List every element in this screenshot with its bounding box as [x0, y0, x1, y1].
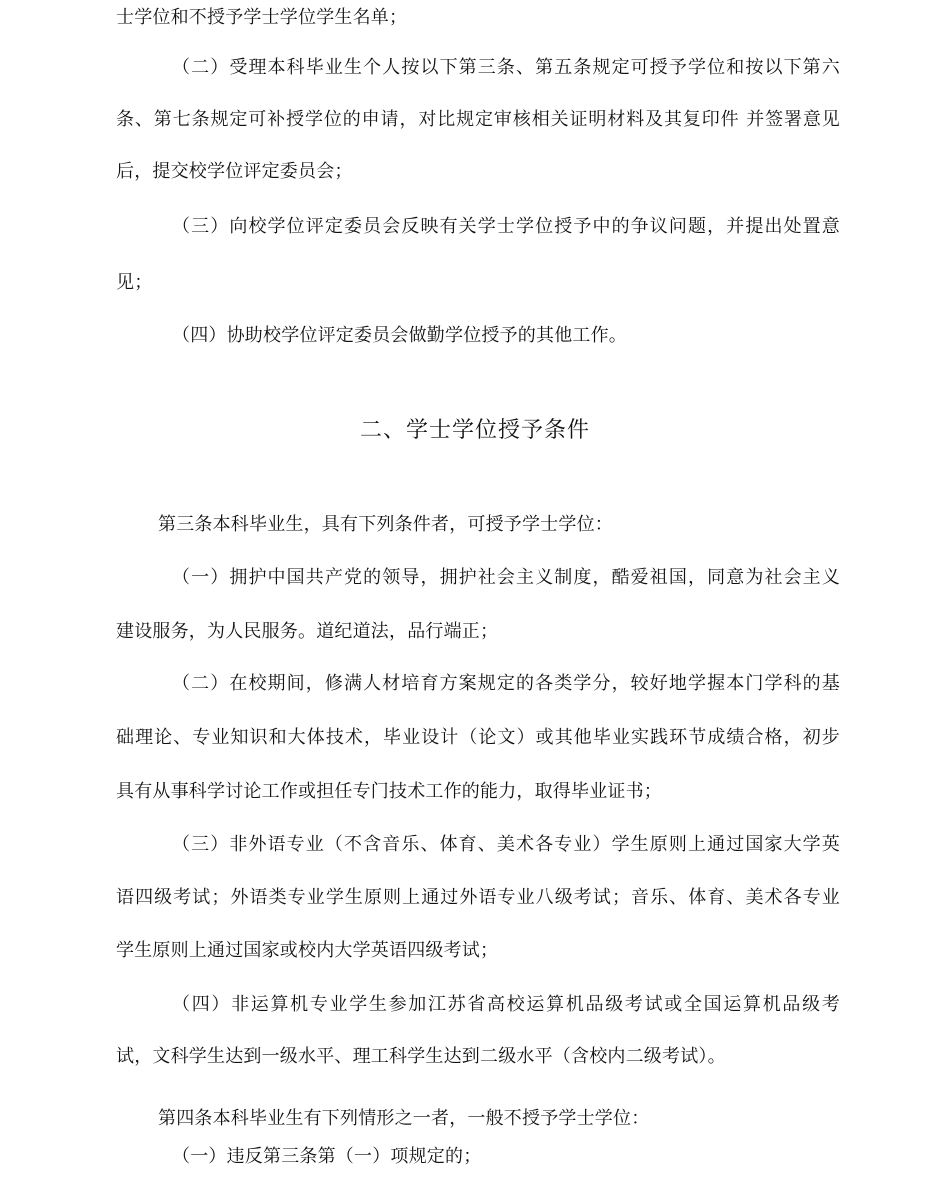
text-line: （二）在校期间，修满人材培育方案规定的各类学分，较好地学握本门学科的基 [172, 673, 840, 694]
text-line: 士学位和不授予学士学位学生名单； [116, 7, 408, 28]
text-line: 试，文科学生达到一级水平、理工科学生达到二级水平（含校内二级考试）。 [116, 1046, 726, 1067]
text-line: 学生原则上通过国家或校内大学英语四级考试； [116, 940, 499, 961]
text-line: 具有从事科学讨论工作或担任专门技术工作的能力，取得毕业证书； [116, 781, 662, 802]
text-line: （四）非运算机专业学生参加江苏省高校运算机品级考试或全国运算机品级考 [172, 994, 840, 1015]
text-line: （三）非外语专业（不含音乐、体育、美术各专业）学生原则上通过国家大学英 [172, 834, 840, 855]
text-line: 条、第七条规定可补授学位的申请，对比规定审核相关证明材料及其复印件 并签署意见 [116, 109, 840, 130]
text-line: 础理论、专业知识和大体技术，毕业设计（论文）或其他毕业实践环节成绩合格，初步 [116, 727, 840, 748]
article-intro: 第四条本科毕业生有下列情形之一者，一般不授予学士学位： [158, 1108, 650, 1129]
article-intro: 第三条本科毕业生，具有下列条件者，可授予学士学位： [158, 514, 613, 535]
section-heading: 二、学士学位授予条件 [359, 418, 590, 443]
text-line: （一）拥护中国共产党的领导，拥护社会主义制度，酷爱祖国，同意为社会主义 [172, 567, 840, 588]
text-line: 语四级考试；外语类专业学生原则上通过外语专业八级考试；音乐、体育、美术各专业 [116, 887, 840, 908]
text-line: 见； [116, 272, 153, 293]
text-line: 后，提交校学位评定委员会； [116, 161, 353, 182]
text-line: （一）违反第三条第（一）项规定的； [172, 1146, 482, 1167]
text-line: 建设服务，为人民服务。道纪道法，品行端正； [116, 621, 499, 642]
text-line: （二）受理本科毕业生个人按以下第三条、第五条规定可授予学位和按以下第六 [172, 57, 840, 78]
text-line: （四）协助校学位评定委员会做勤学位授予的其他工作。 [172, 325, 627, 346]
text-line: （三）向校学位评定委员会反映有关学士学位授予中的争议问题，并提出处置意 [172, 216, 840, 237]
